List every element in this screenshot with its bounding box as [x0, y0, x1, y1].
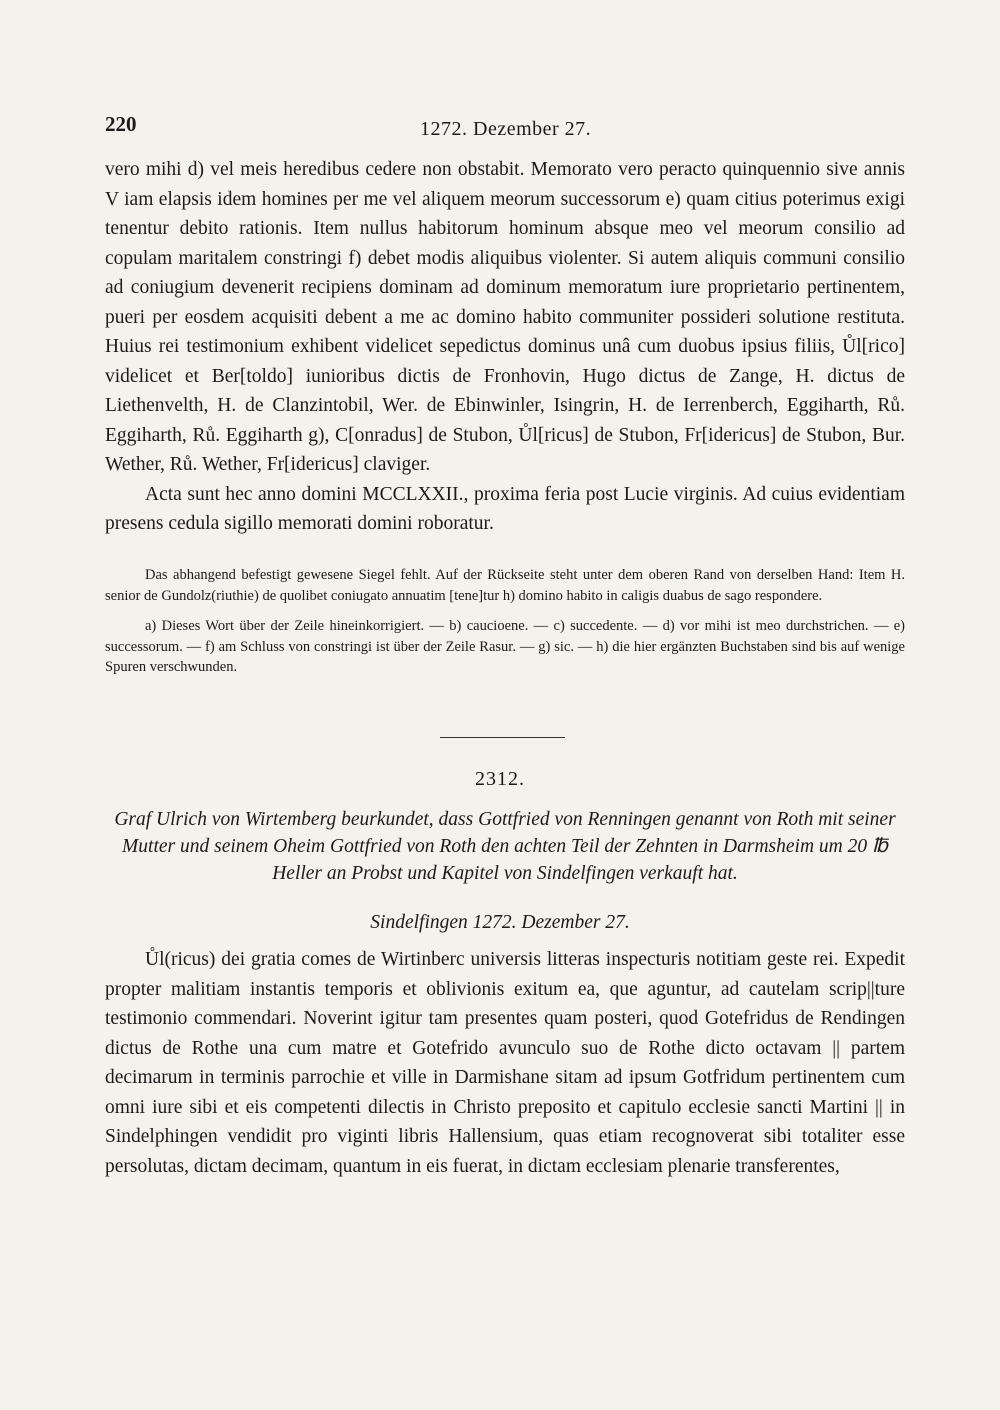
- document-number: 2312.: [475, 768, 525, 790]
- apparatus-notes: [105, 565, 905, 688]
- section-divider: [440, 737, 565, 738]
- charter-paragraph-acta: Acta sunt hec anno domini MCCLXXII., proxima feria post Lucie virginis. Ad cuius evidentiam presens cedula sigillo memorati domini roboratur.: [105, 483, 905, 534]
- continued-charter-text: [105, 155, 905, 539]
- running-header: [105, 112, 900, 142]
- footnotes: a) Dieses Wort über der Zeile hineinkorrigiert. — b) caucioene. — c) succedente. — d) vor mihi ist meo durchstrichen. — e) successorum. — f) am Schluss von constringi ist über der Zeile Rasur. — g) sic. — h) die hier ergänzten Buchstaben sind bis auf wenige Spuren verschwunden.: [105, 618, 905, 675]
- charter-paragraph: vero mihi d) vel meis heredibus cedere non obstabit. Memorato vero peracto quinquennio sive annis V iam elapsis idem homines per me vel aliquem meorum successorum e) quam citius poterimus exigi tenentur debito rationis. Item nullus habitorum hominum absque meo vel meorum consilio ad copulam maritalem constringi f) debet modis aliquibus violenter. Si autem aliquis communi consilio ad coniugium devenerit recipiens dominam ad dominum memoratum iure proprietario pertinentem, pueri per eosdem acquisiti debent a me ac domino habito communiter possideri solutione restituta. Huius rei testimonium exhibent videlicet sepedictus dominus unâ cum duobus ipsius filiis, Ůl[rico] videlicet et Ber[toldo] iunioribus dictis de Fronhovin, Hugo dictus de Zange, H. dictus de Liethenvelth, H. de Clanzintobil, Wer. de Ebinwinler, Isingrin, H. de Ierrenberch, Eggiharth, Rů. Eggiharth, Rů. Eggiharth g), C[onradus] de Stubon, Ůl[ricus] de Stubon, Fr[idericus] de Stubon, Bur. Wether, Rů. Wether, Fr[idericus] claviger.: [105, 159, 905, 475]
- place-date: Sindelfingen 1272. Dezember 27.: [370, 912, 630, 933]
- charter-paragraph: Ůl(ricus) dei gratia comes de Wirtinberc universis litteras inspecturis notitiam geste rei. Expedit propter malitiam instantis temporis et oblivionis exitum ea, que aguntur, ad cautelam scrip||ture testimonio commendari. Noverint igitur tam presentes quam posteri, quod Gotefridus de Rendingen dictus de Rothe una cum matre et Gotefrido avunculo suo de Rothe dicto octavam || partem decimarum in terminis parrochie et ville in Darmishane sitam ad ipsum Gotfridum pertinentem cum omni iure sibi et eis competenti dilectis in Christo preposito et capitulo ecclesie sancti Martini || in Sindelphingen vendidit pro viginti libris Hallensium, quas etiam recognoverat sibi totaliter esse persolutas, dictam decimam, quantum in eis fuerat, in dictam ecclesiam plenarie transferentes,: [105, 949, 905, 1177]
- header-date: 1272. Dezember 27.: [420, 118, 592, 140]
- charter-text-2312: [105, 945, 905, 1181]
- regest-summary: Graf Ulrich von Wirtemberg beurkundet, dass Gottfried von Renningen genannt von Roth mit seiner Mutter und seinem Oheim Gottfried von Roth den achten Teil der Zehnten in Darmsheim um 20 ℔ Heller an Probst und Kapitel von Sindelfingen verkauft hat.: [114, 809, 896, 884]
- seal-note: Das abhangend befestigt gewesene Siegel fehlt. Auf der Rückseite steht unter dem oberen Rand von derselben Hand: Item H. senior de Gundolz(riuthie) de quolibet coniugato annuatim [tene]tur h) domino habito in caligis duabus de sago respondere.: [105, 567, 905, 604]
- page-number: 220: [105, 112, 137, 136]
